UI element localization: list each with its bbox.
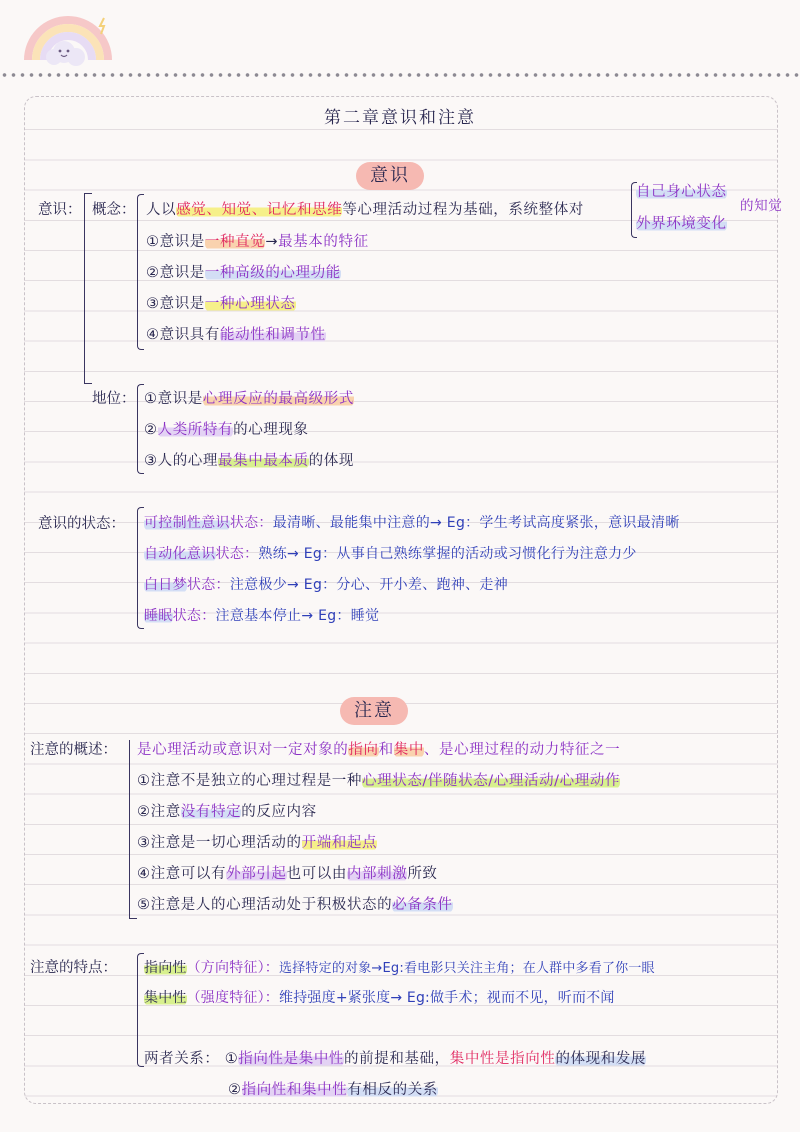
overview-item-4: ④注意可以有外部引起也可以由内部刺激所致: [137, 866, 438, 882]
overview-item-2: ②注意没有特定的反应内容: [137, 804, 317, 820]
heading-pill: 注意: [340, 697, 408, 725]
relation-line-2: ②指向性和集中性有相反的关系: [228, 1082, 438, 1098]
consciousness-bracket: [84, 193, 85, 383]
status-item-2: ②人类所特有的心理现象: [144, 422, 309, 438]
concept-bracket: [137, 194, 144, 350]
page-title: 第二章意识和注意: [324, 108, 476, 128]
concept-item-4: ④意识具有能动性和调节性: [146, 327, 326, 343]
definition-pre: 人以: [146, 202, 177, 218]
features-label: 注意的特点：: [30, 960, 117, 976]
states-label: 意识的状态：: [38, 516, 125, 532]
feature-item-1: 指向性（方向特征）：选择特定的对象→Eg:看电影只关注主角；在人群中多看了你一眼: [144, 960, 655, 976]
concept-item-2: ②意识是一种高级的心理功能: [146, 265, 341, 281]
overview-item-1: ①注意不是独立的心理过程是一种心理状态/伴随状态/心理活动/心理动作: [137, 773, 621, 789]
concept-item-3: ③意识是一种心理状态: [146, 296, 296, 312]
rainbow-cloud-logo: [18, 10, 118, 68]
states-bracket: [137, 507, 144, 629]
section-heading-consciousness: [356, 162, 424, 190]
overview-label: 注意的概述：: [30, 742, 117, 758]
heading-pill: 意识: [356, 162, 424, 190]
definition-highlight: 感觉、知觉、记忆和思维: [176, 202, 343, 218]
bracket-tick: [84, 383, 92, 384]
target-1: 自己身心状态: [636, 184, 727, 200]
state-item-3: 白日梦状态：注意极少→ Eg：分心、开小差、跑神、走神: [144, 577, 509, 593]
state-item-1: 可控制性意识状态：最清晰、最能集中注意的→ Eg：学生考试高度紧张，意识最清晰: [144, 515, 680, 531]
concept-label: 概念：: [92, 202, 136, 218]
status-label: 地位：: [92, 391, 136, 407]
status-item-1: ①意识是心理反应的最高级形式: [144, 391, 354, 407]
status-item-3: ③人的心理最集中最本质的体现: [144, 453, 354, 469]
state-item-2: 自动化意识状态：熟练→ Eg：从事自己熟练掌握的活动或习惯化行为注意力少: [144, 546, 637, 562]
status-bracket: [137, 384, 144, 474]
overview-line: 是心理活动或意识对一定对象的指向和集中、是心理过程的动力特征之一: [137, 742, 621, 758]
concept-definition: [146, 200, 584, 220]
bracket-tick: [129, 918, 137, 919]
overview-item-3: ③注意是一切心理活动的开端和起点: [137, 835, 378, 851]
definition-post: 等心理活动过程为基础，系统整体对: [342, 202, 584, 218]
feature-item-2: 集中性（强度特征）：维持强度+紧张度→ Eg:做手术；视而不见，听而不闻: [144, 990, 615, 1006]
dotted-divider: [0, 72, 800, 78]
target-2: 外界环境变化: [636, 216, 727, 232]
definition-suffix: 的知觉: [740, 198, 783, 214]
bracket-tick: [84, 193, 92, 194]
relation-line-1: 两者关系： ①指向性是集中性的前提和基础，集中性是指向性的体现和发展: [144, 1051, 647, 1067]
concept-item-1: ①意识是一种直觉→最基本的特征: [146, 234, 369, 250]
features-bracket: [137, 953, 144, 1067]
consciousness-label: 意识：: [38, 202, 82, 218]
state-item-4: 睡眠状态：注意基本停止→ Eg：睡觉: [144, 608, 380, 624]
overview-item-5: ⑤注意是人的心理活动处于积极状态的必备条件: [137, 897, 453, 913]
overview-bracket: [129, 740, 130, 918]
section-heading-attention: [340, 697, 408, 725]
